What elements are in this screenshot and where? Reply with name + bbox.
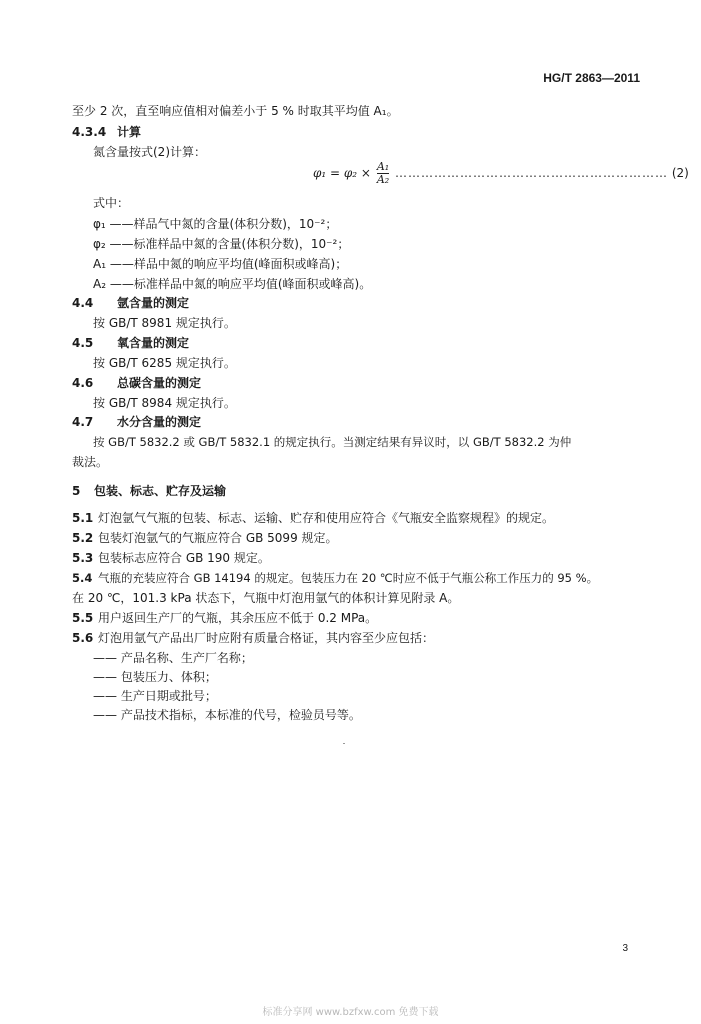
- clause-text: 灯泡用氩气产品出厂时应附有质量合格证，其内容至少应包括：: [98, 631, 435, 645]
- section-title: 氩含量的测定: [117, 296, 190, 310]
- list-item: —— 产品技术指标，本标准的代号，检验员号等。: [93, 708, 361, 722]
- formula-number: (2): [671, 166, 689, 180]
- paragraph-line: 按 GB/T 6285 规定执行。: [93, 356, 236, 370]
- clause-text: 用户返回生产厂的气瓶，其余压应不低于 0.2 MPa。: [98, 611, 378, 625]
- clause-number: 5.5: [72, 611, 94, 625]
- definition-line: φ₂ ——标准样品中氮的含量(体积分数)，10⁻²；: [93, 237, 350, 251]
- standard-code: HG/T 2863—2011: [543, 71, 640, 85]
- chapter-heading: [72, 484, 226, 498]
- chapter-title: 包装、标志、贮存及运输: [94, 484, 227, 498]
- section-number: 4.4: [72, 296, 94, 310]
- watermark: 标准分享网 www.bzfxw.com 免费下载: [262, 1007, 439, 1018]
- definition-line: A₂ ——标准样品中氮的响应平均值(峰面积或峰高)。: [93, 277, 372, 291]
- section-heading: [72, 376, 201, 390]
- clause-text: 包装标志应符合 GB 190 规定。: [98, 551, 270, 565]
- clause-line: [72, 611, 377, 625]
- paragraph-line: 裁法。: [72, 455, 109, 469]
- clause-line: [72, 531, 338, 545]
- clause-line: [72, 551, 270, 565]
- list-item: —— 包装压力、体积；: [93, 670, 217, 684]
- formula-denominator: A₂: [376, 173, 390, 186]
- paragraph-line: 式中：: [93, 196, 130, 210]
- section-heading: [72, 296, 189, 310]
- definition-line: φ₁ ——样品气中氮的含量(体积分数)，10⁻²；: [93, 217, 338, 231]
- section-number: 4.5: [72, 336, 94, 350]
- section-title: 计算: [117, 125, 142, 139]
- section-title: 总碳含量的测定: [117, 376, 202, 390]
- paragraph-line: 至少 2 次，直至响应值相对偏差小于 5 % 时取其平均值 A₁。: [72, 104, 399, 118]
- formula-lhs: φ₁ = φ₂ ×: [313, 166, 371, 180]
- formula: [313, 161, 689, 186]
- paragraph-line: 按 GB/T 8981 规定执行。: [93, 316, 236, 330]
- list-item: —— 产品名称、生产厂名称；: [93, 651, 253, 665]
- formula-numerator: A₁: [376, 160, 390, 173]
- paragraph-line: 按 GB/T 5832.2 或 GB/T 5832.1 的规定执行。当测定结果有异议时，以 GB/T 5832.2 为仲: [93, 435, 572, 449]
- clause-line: [72, 571, 598, 585]
- formula-fraction: [377, 161, 389, 186]
- formula-leader-dots: ………………………………………………………: [395, 166, 668, 180]
- clause-text: 气瓶的充装应符合 GB 14194 的规定。包装压力在 20 ℃时应不低于气瓶公称工作压力的 95 %。: [98, 571, 599, 585]
- section-title: 氧含量的测定: [117, 336, 190, 350]
- clause-text: 灯泡氩气气瓶的包装、标志、运输、贮存和使用应符合《气瓶安全监察规程》的规定。: [98, 511, 555, 525]
- clause-number: 5.2: [72, 531, 94, 545]
- definition-line: A₁ ——样品中氮的响应平均值(峰面积或峰高)；: [93, 257, 348, 271]
- clause-number: 5.1: [72, 511, 94, 525]
- paragraph-line: 在 20 ℃，101.3 kPa 状态下，气瓶中灯泡用氩气的体积计算见附录 A。: [72, 591, 460, 605]
- section-number: 4.6: [72, 376, 94, 390]
- section-heading: [72, 125, 141, 139]
- clause-number: 5.4: [72, 571, 93, 585]
- clause-text: 包装灯泡氩气的气瓶应符合 GB 5099 规定。: [98, 531, 338, 545]
- paragraph-line: 氮含量按式(2)计算：: [93, 145, 206, 159]
- page-number: 3: [622, 943, 628, 954]
- clause-number: 5.6: [72, 631, 94, 645]
- section-heading: [72, 415, 201, 429]
- section-heading: [72, 336, 189, 350]
- scan-speck: [343, 743, 345, 744]
- chapter-number: 5: [72, 484, 81, 498]
- clause-number: 5.3: [72, 551, 94, 565]
- section-title: 水分含量的测定: [117, 415, 202, 429]
- clause-line: [72, 631, 434, 645]
- section-number: 4.3.4: [72, 125, 107, 139]
- paragraph-line: 按 GB/T 8984 规定执行。: [93, 396, 236, 410]
- clause-line: [72, 511, 554, 525]
- section-number: 4.7: [72, 415, 94, 429]
- list-item: —— 生产日期或批号；: [93, 689, 217, 703]
